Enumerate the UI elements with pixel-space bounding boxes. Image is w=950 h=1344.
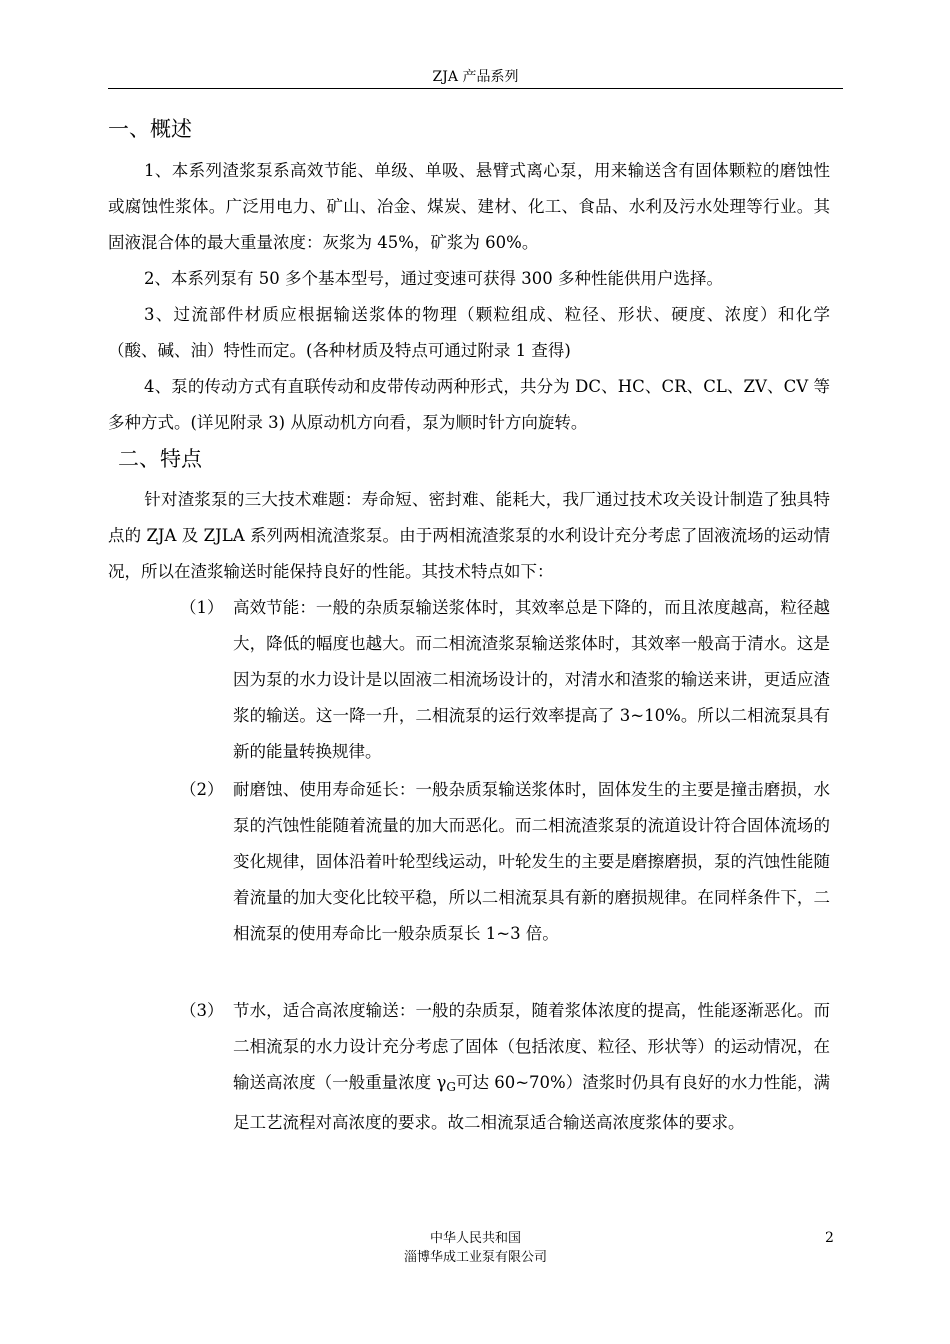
feature-item-3-number: （3） xyxy=(180,1001,224,1020)
header-rule xyxy=(108,88,843,89)
gamma-subscript: G xyxy=(446,1080,456,1094)
feature-item-1-number: （1） xyxy=(180,598,224,617)
page-footer xyxy=(108,1229,843,1267)
feature-item-3-text xyxy=(233,993,830,1141)
overview-paragraph-3 xyxy=(108,297,830,369)
feature-item-2-text: 耐磨蚀、使用寿命延长：一般杂质泵输送浆体时，固体发生的主要是撞击磨损，水泵的汽蚀性能随着流量的加大而恶化。而二相流渣浆泵的流道设计符合固体流场的变化规律，固体沿着叶轮型线运动，叶轮发生的主要是磨擦磨损，泵的汽蚀性能随着流量的加大变化比较平稳，所以二相流泵具有新的磨损规律。在同样条件下，二相流泵的使用寿命比一般杂质泵长 1~3 倍。 xyxy=(233,780,830,943)
feature-item-3-text-b: 可达 60~70%）渣浆时仍具有良好的水力性能，满足工艺流程对高浓度的要求。故二相流泵适合输送高浓度浆体的要求。 xyxy=(233,1073,830,1132)
overview-paragraph-1-text: 1、本系列渣浆泵系高效节能、单级、单吸、悬臂式离心泵，用来输送含有固体颗粒的磨蚀性或腐蚀性浆体。广泛用电力、矿山、冶金、煤炭、建材、化工、食品、水利及污水处理等行业。其固液混合体的最大重量浓度：灰浆为 45%，矿浆为 60%。 xyxy=(108,161,830,252)
overview-paragraph-4-text: 4、泵的传动方式有直联传动和皮带传动两种形式，共分为 DC、HC、CR、CL、ZV、CV 等多种方式。(详见附录 3) 从原动机方向看，泵为顺时针方向旋转。 xyxy=(108,377,830,432)
features-intro xyxy=(108,482,830,590)
page-number: 2 xyxy=(825,1230,834,1246)
overview-paragraph-2 xyxy=(108,261,830,297)
overview-paragraph-2-text: 2、本系列泵有 50 多个基本型号，通过变速可获得 300 多种性能供用户选择。 xyxy=(144,269,723,288)
overview-paragraph-3-text: 3、过流部件材质应根据输送浆体的物理（颗粒组成、粒径、形状、硬度、浓度）和化学（酸、碱、油）特性而定。(各种材质及特点可通过附录 1 查得) xyxy=(108,305,830,360)
feature-item-1-text: 高效节能：一般的杂质泵输送浆体时，其效率总是下降的，而且浓度越高，粒径越大，降低的幅度也越大。而二相流渣浆泵输送浆体时，其效率一般高于清水。这是因为泵的水力设计是以固液二相流场设计的，对清水和渣浆的输送来讲，更适应渣浆的输送。这一降一升，二相流泵的运行效率提高了 3~10%。所以二相流泵具有新的能量转换规律。 xyxy=(233,598,830,761)
feature-item-2-number: （2） xyxy=(180,780,224,799)
section-heading-features: 二、特点 xyxy=(118,447,202,471)
overview-paragraph-4 xyxy=(108,369,830,441)
running-header: ZJA 产品系列 xyxy=(432,69,519,85)
feature-item-3-text-a: 节水，适合高浓度输送：一般的杂质泵，随着浆体浓度的提高，性能逐渐恶化。而二相流泵的水力设计充分考虑了固体（包括浓度、粒径、形状等）的运动情况，在输送高浓度（一般重量浓度 γ xyxy=(233,1001,830,1092)
footer-country: 中华人民共和国 xyxy=(429,1231,521,1246)
overview-paragraph-1 xyxy=(108,153,830,261)
features-intro-text: 针对渣浆泵的三大技术难题：寿命短、密封难、能耗大，我厂通过技术攻关设计制造了独具特点的 ZJA 及 ZJLA 系列两相流渣浆泵。由于两相流渣浆泵的水利设计充分考虑了固液流场的运动情况，所以在渣浆输送时能保持良好的性能。其技术特点如下： xyxy=(108,490,830,581)
section-heading-overview: 一、概述 xyxy=(108,117,192,141)
footer-company: 淄博华成工业泵有限公司 xyxy=(403,1250,547,1265)
